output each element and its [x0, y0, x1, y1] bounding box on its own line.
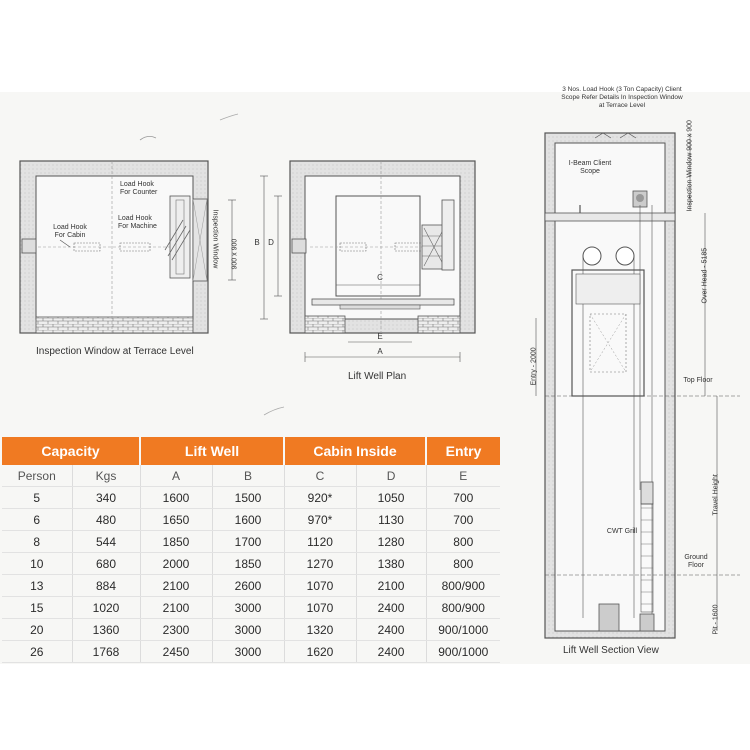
dim-b-label: B	[254, 238, 260, 247]
table-cell: 2400	[356, 619, 426, 641]
table-cell: 2100	[356, 575, 426, 597]
table-cell: 1620	[284, 641, 356, 663]
table-row	[2, 641, 500, 663]
unit-kgs: Kgs	[72, 465, 140, 487]
table-cell: 800/900	[426, 597, 500, 619]
unit-a: A	[140, 465, 212, 487]
table-cell: 1768	[72, 641, 140, 663]
table-cell: 2300	[140, 619, 212, 641]
table-cell: 1700	[212, 531, 284, 553]
table-cell: 800	[426, 553, 500, 575]
table-cell: 680	[72, 553, 140, 575]
label-pit: Pit - 1600	[712, 604, 720, 635]
label-cwt-grill: CWT Grill	[606, 528, 638, 535]
section-caption: Lift Well Section View	[563, 645, 659, 656]
table-cell: 1650	[140, 509, 212, 531]
table-row	[2, 487, 500, 509]
table-cell: 10	[2, 553, 72, 575]
table-cell: 884	[72, 575, 140, 597]
plan2-drawing	[260, 161, 475, 362]
label-section-inspection: Inspection Window 900 x 900	[686, 120, 694, 212]
table-cell: 2100	[140, 597, 212, 619]
label-ibeam: I-Beam Client Scope	[568, 160, 612, 175]
table-group-header	[2, 437, 500, 465]
table-cell: 2600	[212, 575, 284, 597]
table-row	[2, 619, 500, 641]
label-top-floor: Top Floor	[683, 377, 713, 384]
table-row	[2, 597, 500, 619]
table-cell: 5	[2, 487, 72, 509]
unit-d: D	[356, 465, 426, 487]
label-hook-counter: Load Hook For Counter	[120, 181, 158, 196]
specification-table	[2, 437, 500, 663]
table-cell: 8	[2, 531, 72, 553]
table-cell: 13	[2, 575, 72, 597]
table-cell: 2000	[140, 553, 212, 575]
table-row	[2, 575, 500, 597]
unit-e: E	[426, 465, 500, 487]
table-cell: 480	[72, 509, 140, 531]
label-window-size: 900 x 900	[231, 238, 239, 270]
header-lift-well: Lift Well	[140, 437, 284, 465]
unit-person: Person	[2, 465, 72, 487]
table-cell: 1850	[140, 531, 212, 553]
table-cell: 1050	[356, 487, 426, 509]
unit-c: C	[284, 465, 356, 487]
table-cell: 26	[2, 641, 72, 663]
header-entry: Entry	[426, 437, 500, 465]
table-cell: 2400	[356, 641, 426, 663]
table-cell: 1500	[212, 487, 284, 509]
table-cell: 20	[2, 619, 72, 641]
table-cell: 1270	[284, 553, 356, 575]
label-load-hooks: 3 Nos. Load Hook (3 Ton Capacity) Client Scope Refer Details In Inspection Window at Terrace Level	[561, 86, 683, 109]
table-cell: 6	[2, 509, 72, 531]
table-row	[2, 553, 500, 575]
label-travel-height: Travel Height	[712, 474, 720, 516]
table-cell: 800	[426, 531, 500, 553]
table-cell: 800/900	[426, 575, 500, 597]
table-cell: 900/1000	[426, 619, 500, 641]
table-cell: 3000	[212, 641, 284, 663]
table-cell: 2400	[356, 597, 426, 619]
unit-b: B	[212, 465, 284, 487]
table-cell: 700	[426, 487, 500, 509]
label-entry: Entry - 2000	[530, 347, 538, 386]
table-cell: 1320	[284, 619, 356, 641]
header-cabin-inside: Cabin Inside	[284, 437, 426, 465]
table-row	[2, 509, 500, 531]
label-hook-cabin: Load Hook For Cabin	[53, 224, 87, 239]
table-cell: 700	[426, 509, 500, 531]
table-cell: 1070	[284, 597, 356, 619]
table-cell: 1380	[356, 553, 426, 575]
table-cell: 920*	[284, 487, 356, 509]
dim-d-label: D	[268, 238, 274, 247]
table-cell: 3000	[212, 597, 284, 619]
table-cell: 970*	[284, 509, 356, 531]
table-cell: 1020	[72, 597, 140, 619]
table-cell: 1360	[72, 619, 140, 641]
table-cell: 1600	[140, 487, 212, 509]
label-overhead: Over Head - 5185	[701, 247, 709, 304]
label-ground-floor: Ground Floor	[684, 554, 708, 569]
table-cell: 1280	[356, 531, 426, 553]
table-cell: 544	[72, 531, 140, 553]
table-units-row	[2, 465, 500, 487]
table-cell: 900/1000	[426, 641, 500, 663]
table-cell: 15	[2, 597, 72, 619]
dim-e-label: E	[377, 332, 383, 341]
plan1-caption: Inspection Window at Terrace Level	[36, 346, 194, 357]
dim-a-label: A	[377, 347, 383, 356]
table-cell: 1130	[356, 509, 426, 531]
label-hook-machine: Load Hook For Machine	[118, 215, 157, 230]
table-cell: 1850	[212, 553, 284, 575]
dim-c-label: C	[377, 273, 383, 282]
table-cell: 340	[72, 487, 140, 509]
table-cell: 1600	[212, 509, 284, 531]
plan2-caption: Lift Well Plan	[348, 371, 407, 382]
table-cell: 3000	[212, 619, 284, 641]
header-capacity: Capacity	[2, 437, 140, 465]
table-cell: 2100	[140, 575, 212, 597]
table-cell: 1070	[284, 575, 356, 597]
table-cell: 1120	[284, 531, 356, 553]
table-row	[2, 531, 500, 553]
label-inspection-window: Inspection Window	[211, 209, 219, 269]
table-cell: 2450	[140, 641, 212, 663]
